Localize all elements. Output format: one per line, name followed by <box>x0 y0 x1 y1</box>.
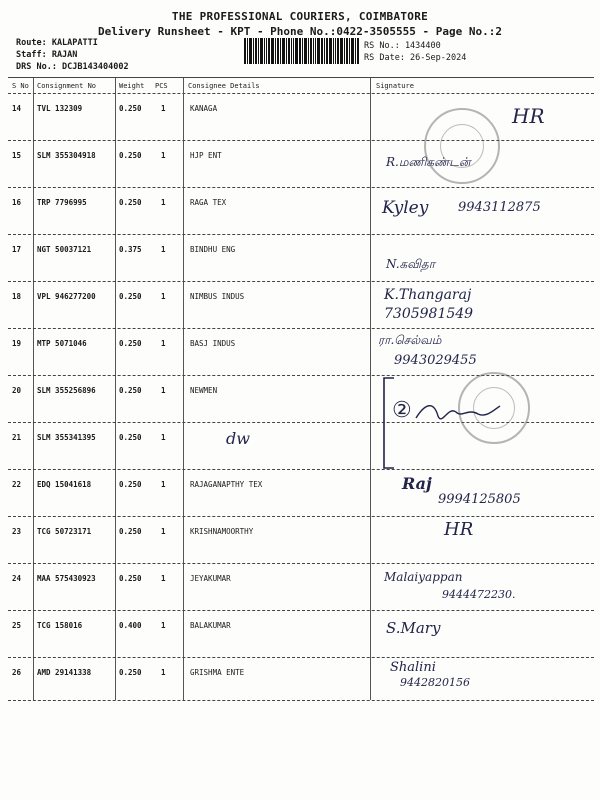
seal-inner-ring <box>440 124 484 168</box>
row-pcs: 1 <box>161 668 166 677</box>
row-sno: 18 <box>12 292 22 301</box>
row-weight: 0.250 <box>119 668 142 677</box>
row-consignment-no: AMD 29141338 <box>37 668 92 677</box>
row-signature-cell <box>372 282 594 328</box>
row-sno: 19 <box>12 339 22 348</box>
row-consignment-no: NGT 50037121 <box>37 245 92 254</box>
row-signature: N.கவிதா <box>386 257 435 271</box>
row-consignment-no: EDQ 15041618 <box>37 480 92 489</box>
row-weight: 0.250 <box>119 198 142 207</box>
row-pcs: 1 <box>161 104 166 113</box>
row-consignee: KANAGA <box>190 104 218 113</box>
table-row <box>0 611 600 657</box>
row-signature: Shalini <box>390 660 436 675</box>
row-consignment-no: VPL 946277200 <box>37 292 96 301</box>
row-signature-cell <box>372 329 594 375</box>
row-signature: Raj <box>402 474 432 493</box>
row-consignment-no: TCG 50723171 <box>37 527 92 536</box>
row-consignee: BINDHU ENG <box>190 245 236 254</box>
row-consignment-no: SLM 355256896 <box>37 386 96 395</box>
row-sno: 14 <box>12 104 22 113</box>
row-sno: 20 <box>12 386 22 395</box>
row-signature: HR <box>444 519 474 540</box>
route-label: Route: KALAPATTI <box>16 38 98 48</box>
header-signature: Signature <box>376 82 414 90</box>
row-pcs: 1 <box>161 292 166 301</box>
row-pcs: 1 <box>161 339 166 348</box>
row-signature: Kyley <box>382 198 429 218</box>
row-weight: 0.250 <box>119 104 142 113</box>
row-weight: 0.400 <box>119 621 142 630</box>
row-sno: 26 <box>12 668 22 677</box>
row-consignee: BALAKUMAR <box>190 621 231 630</box>
staff-label: Staff: RAJAN <box>16 50 78 60</box>
row-signature: Malaiyappan <box>384 570 463 584</box>
row-signature-cell <box>372 470 594 516</box>
row-phone: 9943029455 <box>394 353 477 368</box>
row-phone: 9442820156 <box>400 676 470 689</box>
row-weight: 0.250 <box>119 386 142 395</box>
row-signature-cell <box>372 564 594 610</box>
row-consignee: GRISHMA ENTE <box>190 668 245 677</box>
rs-date: RS Date: 26-Sep-2024 <box>364 53 467 63</box>
table-top-rule <box>8 77 594 78</box>
row-pcs: 1 <box>161 245 166 254</box>
row-sno: 25 <box>12 621 22 630</box>
row-consignment-no: MTP 5071046 <box>37 339 87 348</box>
row-weight: 0.250 <box>119 574 142 583</box>
rs-number: RS No.: 1434400 <box>364 41 441 51</box>
row21-scribble: dw <box>226 429 250 448</box>
row-weight: 0.375 <box>119 245 142 254</box>
row-sno: 15 <box>12 151 22 160</box>
company-title: THE PROFESSIONAL COURIERS, COIMBATORE <box>171 10 429 23</box>
row-pcs: 1 <box>161 621 166 630</box>
table-row <box>0 94 600 140</box>
row-consignment-no: TRP 7796995 <box>37 198 87 207</box>
row20-signature-scribble <box>412 398 502 428</box>
row-weight: 0.250 <box>119 151 142 160</box>
row-weight: 0.250 <box>119 527 142 536</box>
row-consignee: NEWMEN <box>190 386 218 395</box>
row-phone: 9994125805 <box>438 492 521 507</box>
header-pcs: PCS <box>155 82 168 90</box>
table-row <box>0 658 600 704</box>
barcode <box>244 38 359 64</box>
row20-circled-mark: ② <box>392 398 412 423</box>
row-weight: 0.250 <box>119 292 142 301</box>
row-sno: 16 <box>12 198 22 207</box>
row-phone: 9943112875 <box>458 200 541 215</box>
rows-bracket-mark <box>378 376 398 470</box>
row-consignment-no: MAA 575430923 <box>37 574 96 583</box>
row-pcs: 1 <box>161 433 166 442</box>
row-signature: S.Mary <box>386 619 441 637</box>
row-sno: 17 <box>12 245 22 254</box>
row-weight: 0.250 <box>119 433 142 442</box>
row-consignee: KRISHNAMOORTHY <box>190 527 254 536</box>
row-phone: 9444472230. <box>442 588 516 601</box>
table-row <box>0 188 600 234</box>
row-weight: 0.250 <box>119 339 142 348</box>
row-consignment-no: TVL 132309 <box>37 104 83 113</box>
row-signature: HR <box>512 104 545 128</box>
row-consignee: RAJAGANAPTHY TEX <box>190 480 263 489</box>
row-pcs: 1 <box>161 198 166 207</box>
row-pcs: 1 <box>161 386 166 395</box>
header-weight: Weight <box>119 82 145 90</box>
header-consignee: Consignee Details <box>188 82 260 90</box>
table-row <box>0 564 600 610</box>
row-pcs: 1 <box>161 574 166 583</box>
row-phone: 7305981549 <box>384 306 474 322</box>
table-bottom-rule <box>8 700 594 701</box>
row-signature-cell <box>372 611 594 657</box>
row-signature: ரா.செல்வம் <box>378 333 442 347</box>
header-consignment: Consignment No <box>37 82 97 90</box>
row-sno: 22 <box>12 480 22 489</box>
row-pcs: 1 <box>161 480 166 489</box>
table-row <box>0 282 600 328</box>
table-row <box>0 235 600 281</box>
row-signature-cell <box>372 517 594 563</box>
row-consignee: HJP ENT <box>190 151 222 160</box>
table-row <box>0 517 600 563</box>
row-signature-cell <box>372 235 594 281</box>
row-consignee: RAGA TEX <box>190 198 227 207</box>
runsheet-subtitle: Delivery Runsheet - KPT - Phone No.:0422-3505555 - Page No.:2 <box>98 25 502 38</box>
row-weight: 0.250 <box>119 480 142 489</box>
row-consignee: BASJ INDUS <box>190 339 236 348</box>
row-consignee: NIMBUS INDUS <box>190 292 245 301</box>
row-consignee: JEYAKUMAR <box>190 574 231 583</box>
row-sno: 24 <box>12 574 22 583</box>
row-pcs: 1 <box>161 527 166 536</box>
drs-number: DRS No.: DCJB143404002 <box>16 62 129 72</box>
row-signature: K.Thangaraj <box>384 287 472 303</box>
row-sno: 23 <box>12 527 22 536</box>
row-consignment-no: TCG 158016 <box>37 621 83 630</box>
row-signature: R.மணிகண்டன் <box>386 155 471 169</box>
table-row <box>0 141 600 187</box>
row-signature-cell <box>372 658 594 704</box>
row-consignment-no: SLM 355341395 <box>37 433 96 442</box>
row-pcs: 1 <box>161 151 166 160</box>
company-seal <box>424 108 500 184</box>
table-row <box>0 470 600 516</box>
row-consignment-no: SLM 355304918 <box>37 151 96 160</box>
table-row <box>0 329 600 375</box>
header-sno: S No <box>12 82 29 90</box>
row-signature-cell <box>372 188 594 234</box>
row-sno: 21 <box>12 433 22 442</box>
